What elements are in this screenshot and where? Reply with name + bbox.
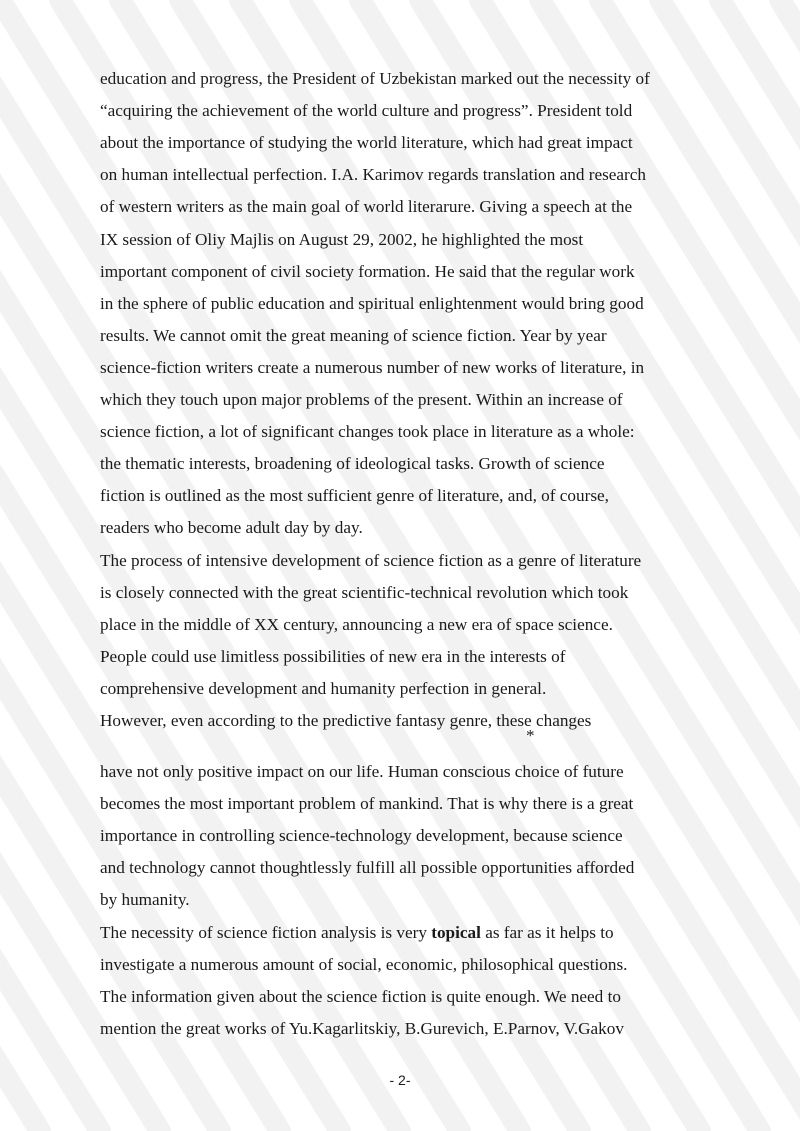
watermark-stroke bbox=[720, 0, 800, 1131]
text-run: the thematic interests, broadening of ideological tasks. Growth of science bbox=[100, 454, 605, 474]
text-run: fiction is outlined as the most sufficient genre of literature, and, of course, bbox=[100, 486, 609, 506]
page-number: - 2- bbox=[389, 1072, 411, 1088]
text-run: science fiction, a lot of significant changes took place in literature as a whole: bbox=[100, 422, 635, 442]
text-line bbox=[100, 788, 633, 820]
text-run: as far as it helps to bbox=[480, 922, 614, 942]
text-run: which they touch upon major problems of the present. Within an increase of bbox=[100, 390, 623, 409]
text-run: importance in controlling science-technology development, because science bbox=[100, 826, 623, 846]
text-line bbox=[100, 884, 190, 916]
text-line bbox=[100, 352, 644, 384]
text-run: in the sphere of public education and spiritual enlightenment would bring good bbox=[100, 293, 644, 313]
text-run: place in the middle of XX century, announcing a new era of space science. bbox=[100, 614, 613, 634]
text-line bbox=[100, 256, 635, 288]
text-run: of western writers as the main goal of world literarure. Giving a speech at the bbox=[100, 197, 633, 217]
text-line bbox=[100, 63, 650, 95]
text-line bbox=[100, 545, 641, 577]
watermark-stroke bbox=[0, 0, 100, 1131]
text-run: on human intellectual perfection. I.A. Karimov regards translation and research bbox=[100, 165, 646, 185]
text-line bbox=[100, 224, 583, 256]
text-run: by humanity. bbox=[100, 890, 190, 910]
text-line bbox=[100, 609, 613, 641]
text-line bbox=[100, 673, 546, 705]
text-run: IX session of Oliy Majlis on August 29, 2002, he highlighted the most bbox=[100, 229, 584, 249]
text-line bbox=[100, 480, 609, 512]
watermark-stroke bbox=[780, 0, 800, 1131]
text-run: readers who become adult day by day. bbox=[100, 518, 363, 538]
text-run: becomes the most important problem of mankind. That is why there is a great bbox=[100, 794, 634, 814]
text-run: The information given about the science fiction is quite enough. We need to bbox=[100, 986, 621, 1006]
text-run: education and progress, the President of Uzbekistan marked out the necessity of bbox=[100, 69, 650, 88]
text-run: have not only positive impact on our life. Human conscious choice of future bbox=[100, 762, 624, 781]
text-run: The process of intensive development of science fiction as a genre of literature bbox=[100, 550, 642, 570]
text-line bbox=[100, 416, 635, 448]
text-line bbox=[100, 384, 623, 416]
text-run: comprehensive development and humanity perfection in general. bbox=[100, 678, 547, 698]
text-run: The necessity of science fiction analysis is very bbox=[100, 922, 432, 942]
text-line bbox=[100, 917, 614, 949]
text-line bbox=[100, 95, 632, 127]
text-run: People could use limitless possibilities of new era in the interests of bbox=[100, 646, 566, 666]
text-run: However, even according to the predictive fantasy genre, these changes bbox=[100, 711, 592, 730]
text-line bbox=[100, 191, 632, 223]
watermark-stroke bbox=[0, 0, 40, 1131]
text-line bbox=[100, 512, 363, 544]
watermark-stroke bbox=[660, 0, 800, 1131]
text-run: “acquiring the achievement of the world culture and progress”. President told bbox=[100, 101, 633, 121]
text-run: important component of civil society formation. He said that the regular work bbox=[100, 261, 635, 281]
separator-mark: * bbox=[526, 726, 535, 745]
text-run: science-fiction writers create a numerous number of new works of literature, in bbox=[100, 357, 645, 377]
text-run: mention the great works of Yu.Kagarlitskiy, B.Gurevich, E.Parnov, V.Gakov bbox=[100, 1018, 624, 1038]
text-line bbox=[100, 577, 628, 609]
text-line bbox=[100, 705, 591, 737]
text-line bbox=[100, 320, 607, 352]
text-line bbox=[100, 288, 644, 320]
text-run: results. We cannot omit the great meaning of science fiction. Year by year bbox=[100, 325, 607, 345]
text-line bbox=[100, 448, 605, 480]
text-run: about the importance of studying the world literature, which had great impact bbox=[100, 133, 633, 153]
text-run: is closely connected with the great scientific-technical revolution which took bbox=[100, 582, 629, 602]
text-line bbox=[100, 820, 623, 852]
text-line bbox=[100, 641, 565, 673]
text-line bbox=[100, 756, 624, 788]
text-run: and technology cannot thoughtlessly fulfill all possible opportunities afforded bbox=[100, 858, 635, 878]
text-line bbox=[100, 159, 646, 191]
text-line bbox=[100, 981, 621, 1013]
bold-term: topical bbox=[431, 922, 481, 942]
text-line bbox=[100, 1013, 624, 1045]
text-line bbox=[100, 127, 633, 159]
text-line bbox=[100, 949, 627, 981]
text-line bbox=[100, 852, 634, 884]
text-run: investigate a numerous amount of social, economic, philosophical questions. bbox=[100, 954, 628, 974]
